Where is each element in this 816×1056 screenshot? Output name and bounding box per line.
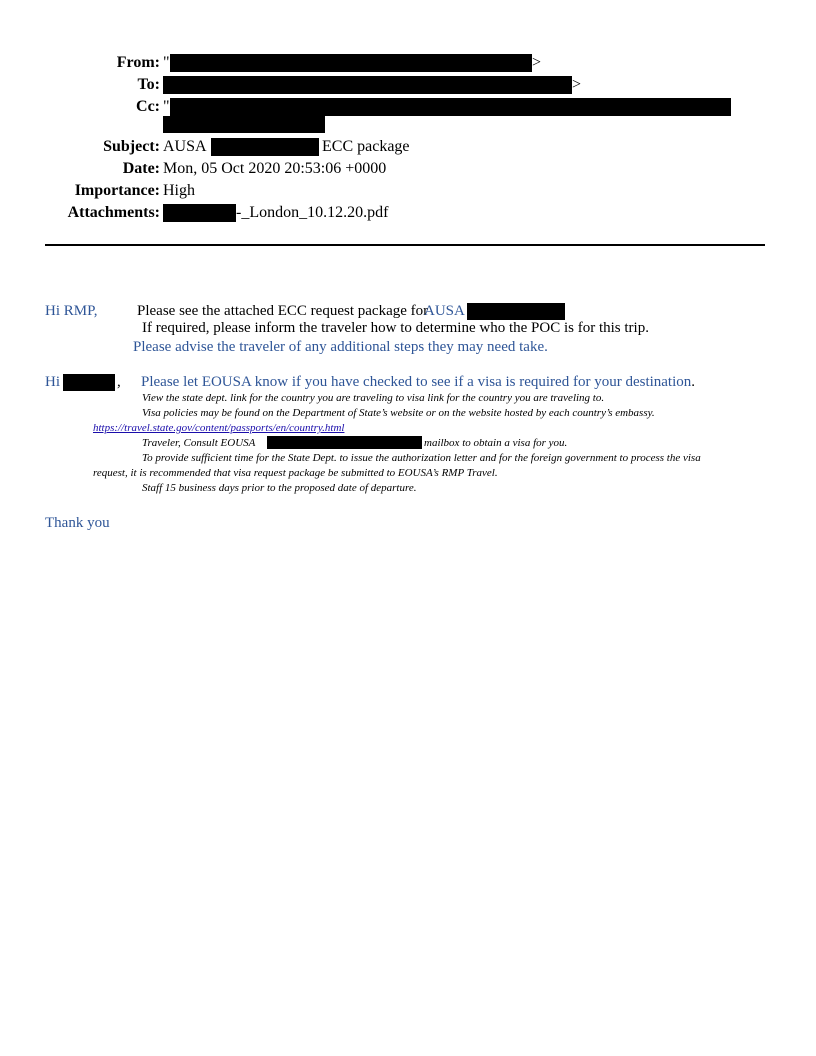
- note-consult-prefix: Traveler, Consult EOUSA: [142, 437, 256, 449]
- from-redaction: [170, 54, 532, 72]
- note-state-dept-link: View the state dept. link for the country you are traveling to visa link for the country you are traveling to.: [142, 392, 605, 404]
- closing-thank-you: Thank you: [45, 515, 110, 531]
- subject-prefix: AUSA: [163, 138, 207, 155]
- visa-question: [141, 373, 695, 391]
- greeting-hi: Hi: [45, 374, 60, 390]
- from-label: From:: [116, 54, 160, 71]
- additional-steps-line: Please advise the traveler of any additional steps they may need take.: [133, 339, 548, 355]
- note-consult-suffix: mailbox to obtain a visa for you.: [424, 437, 568, 449]
- visa-question-text: Please let EOUSA know if you have checked to see if a visa is required for your destination: [141, 374, 692, 390]
- attachment-redaction: [163, 204, 236, 222]
- note-timing-line2: request, it is recommended that visa request package be submitted to EOUSA’s RMP Travel.: [93, 467, 498, 479]
- note-visa-policies: Visa policies may be found on the Department of State’s website or on the website hosted by each country’s embassy.: [142, 407, 655, 419]
- note-business-days: Staff 15 business days prior to the proposed date of departure.: [142, 482, 417, 494]
- importance-label: Importance:: [74, 182, 160, 199]
- from-prefix: ": [163, 54, 170, 71]
- subject-suffix: ECC package: [322, 138, 410, 155]
- package-line-text: Please see the attached ECC request package for: [137, 303, 429, 319]
- subject-redaction: [211, 138, 319, 156]
- from-suffix: >: [532, 54, 542, 71]
- cc-redaction-line1: [170, 98, 731, 116]
- attachment-filename[interactable]: -_London_10.12.20.pdf: [236, 204, 389, 221]
- to-redaction: [163, 76, 572, 94]
- header-divider: [45, 244, 765, 246]
- to-label: To:: [137, 76, 160, 93]
- date-value: Mon, 05 Oct 2020 20:53:06 +0000: [163, 160, 387, 177]
- recipient-name-redaction: [63, 374, 115, 391]
- ausa-name-redaction: [467, 303, 565, 320]
- mailbox-redaction: [267, 436, 422, 449]
- cc-prefix: ": [163, 98, 170, 115]
- note-timing-line1: To provide sufficient time for the State Dept. to issue the authorization letter and for the foreign government to process the visa: [142, 452, 701, 464]
- poc-instruction-line: If required, please inform the traveler how to determine who the POC is for this trip.: [142, 320, 649, 336]
- importance-value: High: [163, 182, 195, 199]
- package-line-ausa: AUSA: [424, 303, 465, 319]
- cc-redaction-line2: [163, 116, 325, 133]
- travel-state-gov-link[interactable]: https://travel.state.gov/content/passports/en/country.html: [93, 422, 345, 434]
- cc-label: Cc:: [136, 98, 160, 115]
- attachments-label: Attachments:: [67, 204, 160, 221]
- visa-question-period: .: [691, 374, 696, 390]
- greeting-comma: ,: [117, 374, 121, 390]
- date-label: Date:: [122, 160, 160, 177]
- subject-label: Subject:: [103, 138, 160, 155]
- to-suffix: >: [572, 76, 582, 93]
- greeting-rmp: Hi RMP,: [45, 303, 98, 319]
